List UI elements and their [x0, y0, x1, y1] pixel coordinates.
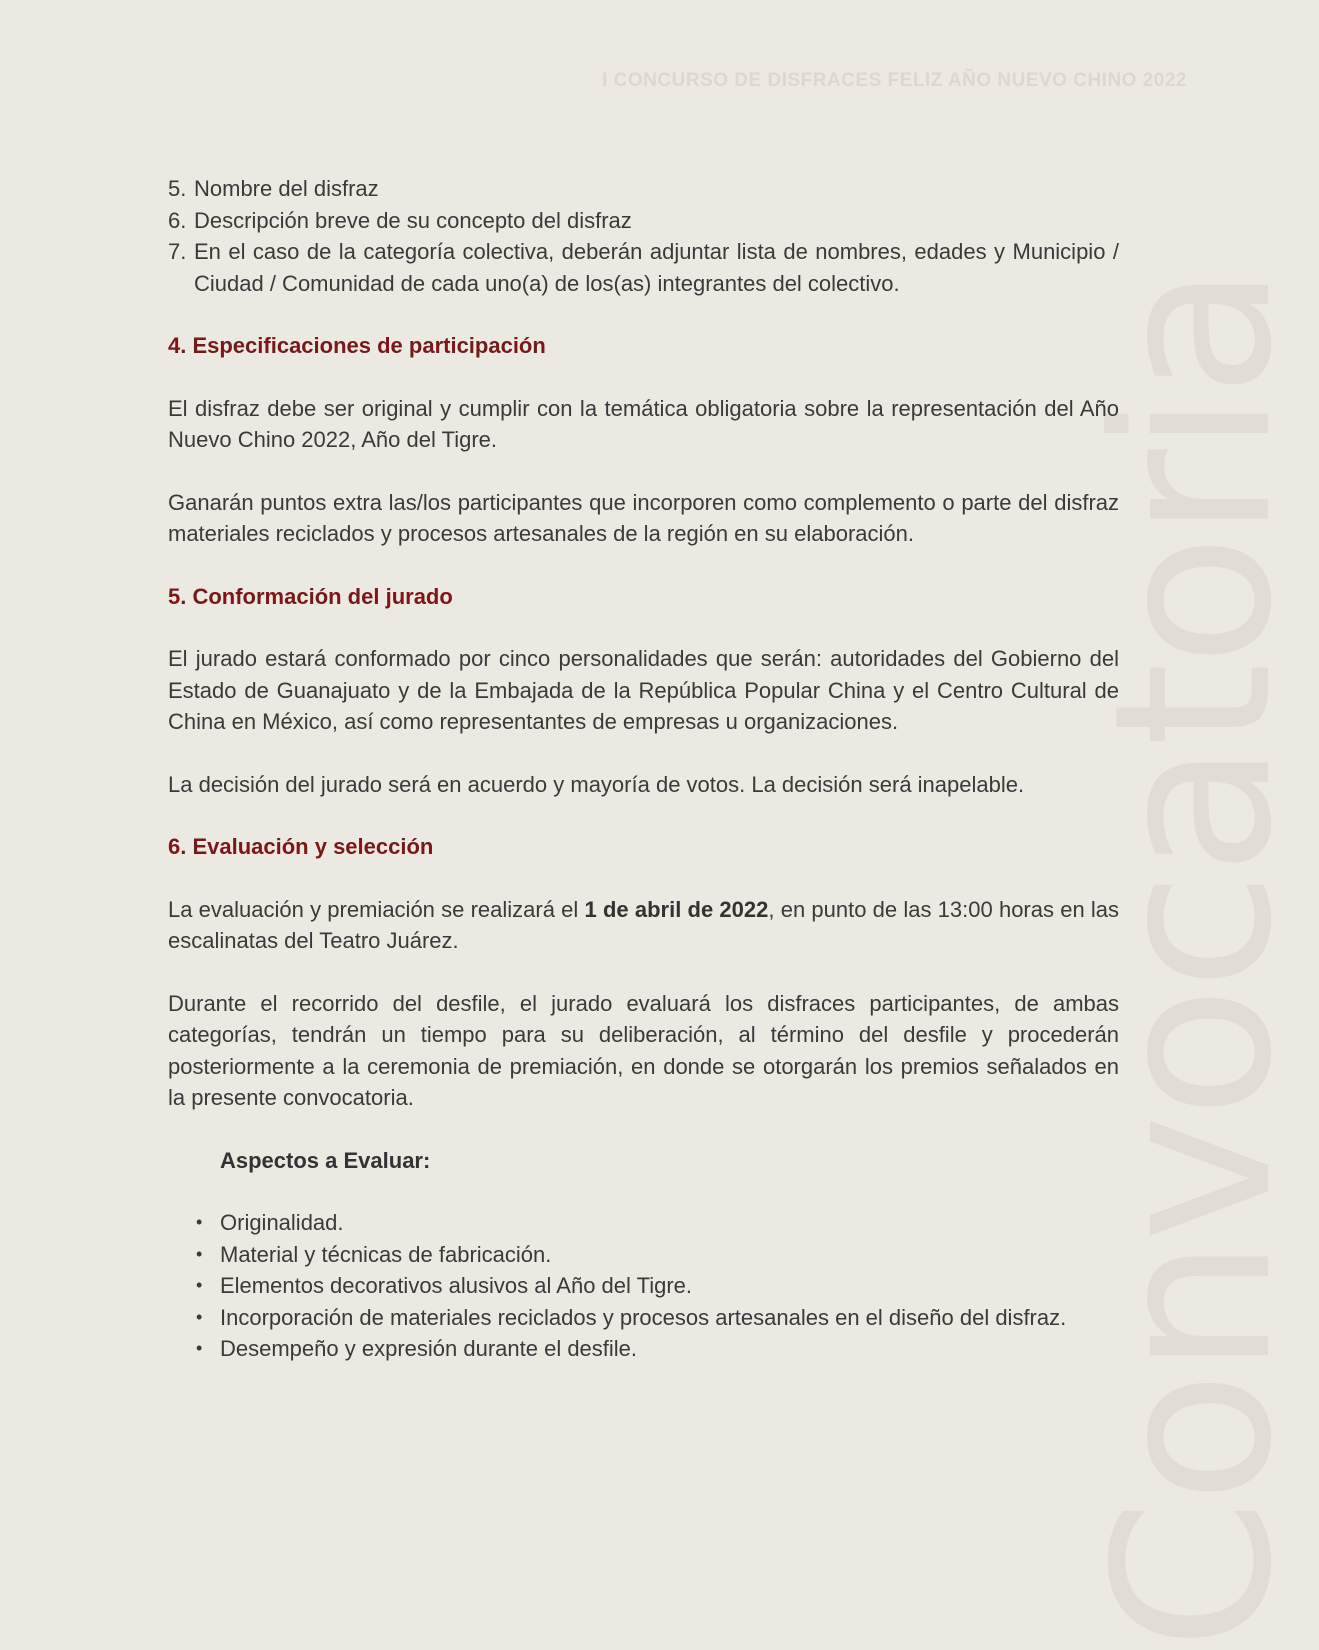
paragraph: El jurado estará conformado por cinco personalidades que serán: autoridades del Gobierno del Estado de Guanajuato y de la Embajada de la República Popular China y el Centro Cultural de China en México, así como representantes de empresas u organizaciones.	[168, 646, 1119, 734]
list-item	[168, 205, 1119, 237]
list-item: • Originalidad.	[168, 1207, 1119, 1239]
section-heading-jurado: 5. Conformación del jurado	[168, 583, 453, 609]
text-run: La evaluación y premiación se realizará el	[168, 896, 585, 922]
aspects-title: Aspectos a Evaluar:	[220, 1147, 431, 1173]
list-item: • Incorporación de materiales reciclados y procesos artesanales en el diseño del disfraz.	[168, 1302, 1119, 1334]
list-item-number: 5.	[168, 176, 187, 201]
running-header: I CONCURSO DE DISFRACES FELIZ AÑO NUEVO CHINO 2022	[602, 70, 1187, 91]
list-item-text: En el caso de la categoría colectiva, deberán adjuntar lista de nombres, edades y Municipio / Ciudad / Comunidad de cada uno(a) de los(as) integrantes del colectivo.	[194, 239, 1119, 296]
aspects-list	[168, 1207, 1119, 1365]
text-run: , en punto de las 13:00 horas en las escalinatas del Teatro Juárez.	[168, 896, 1120, 953]
requirements-list-continued	[168, 173, 1119, 299]
list-item: • Material y técnicas de fabricación.	[168, 1239, 1119, 1271]
event-date: 1 de abril de 2022	[584, 896, 769, 922]
paragraph-evaluation-date	[168, 894, 1119, 957]
list-item	[168, 236, 1119, 299]
list-item	[168, 173, 1119, 205]
paragraph: La decisión del jurado será en acuerdo y mayoría de votos. La decisión será inapelable.	[168, 771, 1025, 797]
list-item-text: Descripción breve de su concepto del disfraz	[194, 207, 632, 233]
list-item: • Desempeño y expresión durante el desfile.	[168, 1333, 1119, 1365]
document-body	[168, 173, 1119, 1365]
list-item: • Elementos decorativos alusivos al Año del Tigre.	[168, 1270, 1119, 1302]
list-item-number: 7.	[168, 239, 187, 264]
section-heading-evaluacion: 6. Evaluación y selección	[168, 834, 434, 859]
paragraph: Ganarán puntos extra las/los participantes que incorporen como complemento o parte del disfraz materiales reciclados y procesos artesanales de la región en su elaboración.	[168, 489, 1119, 546]
paragraph: Durante el recorrido del desfile, el jurado evaluará los disfraces participantes, de ambas categorías, tendrán un tiempo para su deliberación, al término del desfile y procederán posteriormente a la ceremonia de premiación, en donde se otorgarán los premios señalados en la presente convocatoria.	[168, 990, 1119, 1110]
watermark-convocatoria: Convocatoria	[1068, 269, 1319, 1650]
list-item-text: Nombre del disfraz	[194, 176, 379, 201]
paragraph: El disfraz debe ser original y cumplir con la temática obligatoria sobre la representación del Año Nuevo Chino 2022, Año del Tigre.	[168, 395, 1119, 452]
section-heading-especificaciones: 4. Especificaciones de participación	[168, 333, 546, 358]
list-item-number: 6.	[168, 207, 187, 233]
